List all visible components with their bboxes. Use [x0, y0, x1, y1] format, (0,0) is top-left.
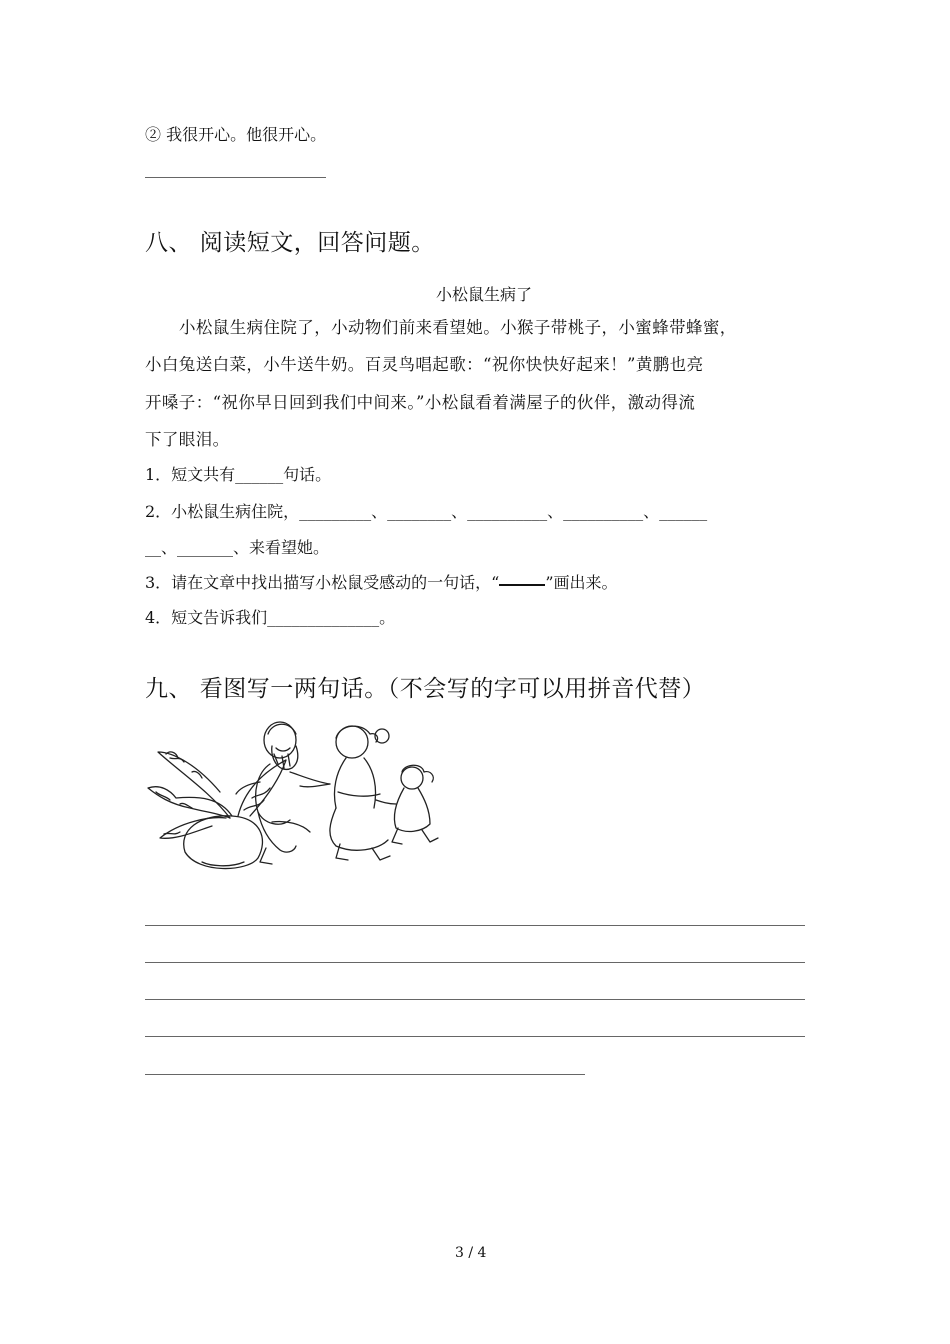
question-3-text: 3．请在文章中找出描写小松鼠受感动的一句话，“: [145, 573, 500, 592]
writing-line-1[interactable]: [145, 925, 805, 926]
story-title: 小松鼠生病了: [436, 285, 533, 304]
question-2-line-1: 2．小松鼠生病住院，_________、________、__________、__________、______: [145, 502, 708, 521]
question-3: [145, 570, 618, 593]
writing-line-3[interactable]: [145, 999, 805, 1000]
writing-line-5[interactable]: [145, 1074, 585, 1075]
answer-line: [145, 177, 326, 178]
question-4: 4．短文告诉我们______________。: [145, 608, 396, 627]
page-number: 3 / 4: [455, 1245, 487, 1261]
question-1: 1．短文共有______句话。: [145, 465, 332, 484]
underline-mark: [499, 584, 545, 586]
pulling-turnip-illustration: [140, 712, 440, 882]
section-9-heading: 九、 看图写一两句话。（不会写的字可以用拼音代替）: [145, 676, 706, 702]
writing-line-4[interactable]: [145, 1036, 805, 1037]
writing-line-2[interactable]: [145, 962, 805, 963]
story-line-3: 开嗓子：“祝你早日回到我们中间来。”小松鼠看着满屋子的伙伴，激动得流: [145, 393, 696, 412]
story-line-4: 下了眼泪。: [145, 430, 230, 449]
story-line-1: 小松鼠生病住院了，小动物们前来看望她。小猴子带桃子，小蜜蜂带蜂蜜，: [179, 318, 737, 337]
sentence-2: ② 我很开心。他很开心。: [145, 125, 327, 144]
question-2-line-2: __、_______、来看望她。: [145, 538, 330, 557]
story-line-2: 小白兔送白菜，小牛送牛奶。百灵鸟唱起歌：“祝你快快好起来！”黄鹏也亮: [145, 355, 704, 374]
section-8-heading: 八、 阅读短文，回答问题。: [145, 230, 435, 256]
question-3-tail: ”画出来。: [545, 573, 618, 592]
